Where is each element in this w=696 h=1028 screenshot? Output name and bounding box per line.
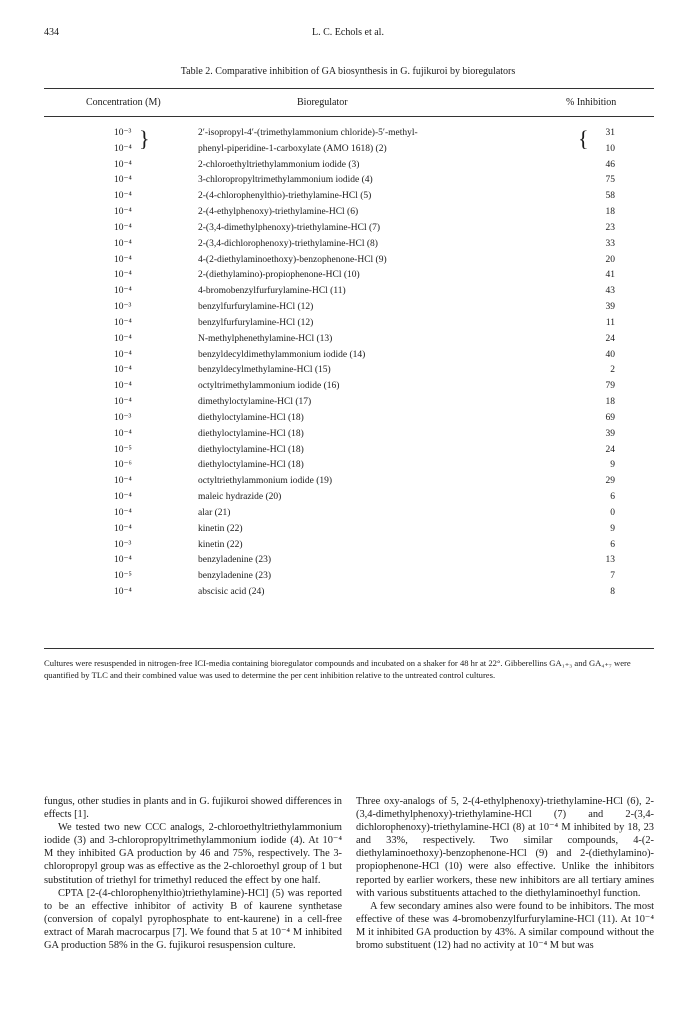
inhibition-cell: 9	[610, 523, 615, 534]
inhibition-cell: 2	[610, 365, 615, 376]
inhibition-cell: 23	[605, 222, 615, 233]
table-row	[44, 126, 654, 142]
table-row	[44, 553, 654, 569]
bioregulator-cell: maleic hydrazide (20)	[198, 492, 282, 503]
concentration-cell: 10⁻⁴	[114, 191, 132, 202]
table-row	[44, 205, 654, 221]
table-row	[44, 363, 654, 379]
concentration-cell: 10⁻⁴	[114, 175, 132, 186]
table-row	[44, 379, 654, 395]
concentration-cell: 10⁻³	[114, 412, 132, 423]
paragraph: CPTA [2-(4-chlorophenylthio)triethylamine)-HCl] (5) was reported to be an effective inhibitor of activity B of kaurene synthetase (conversion of copalyl pyrophosphate to ent-kaurene) in a cell-free extract of Marah macrocarpus [7]. We found that 5 at 10⁻⁴ M inhibited GA production 58% in the G. fujikuroi resuspension culture.	[44, 887, 342, 952]
concentration-cell: 10⁻⁴	[114, 365, 132, 376]
concentration-cell: 10⁻⁴	[114, 587, 132, 598]
inhibition-cell: 46	[605, 159, 615, 170]
bioregulator-cell: 2-(3,4-dichlorophenoxy)-triethylamine-HCl (8)	[198, 238, 378, 249]
bioregulator-cell: 2-(3,4-dimethylphenoxy)-triethylamine-HCl (7)	[198, 222, 381, 233]
concentration-cell: 10⁻⁴	[114, 349, 132, 360]
bioregulator-cell: 2-(4-ethylphenoxy)-triethylamine-HCl (6)	[198, 207, 359, 218]
inhibition-cell: 79	[605, 381, 615, 392]
inhibition-cell: 9	[610, 460, 615, 471]
column-header-bioregulator: Bioregulator	[297, 97, 348, 108]
table-row	[44, 427, 654, 443]
table-caption: Table 2. Comparative inhibition of GA biosynthesis in G. fujikuroi by bioregulators	[180, 66, 516, 77]
table-row	[44, 284, 654, 300]
body-left-column	[44, 795, 342, 952]
column-header-concentration: Concentration (M)	[86, 97, 161, 108]
paragraph: We tested two new CCC analogs, 2-chloroethyltriethylammonium iodide (3) and 3-chloropropyltrimethylammonium iodide (4). At 10⁻⁴ M they inhibited GA production by 46 and 75%, respectively. The 3-chloropropyl group was as effective as the 2-chloroethyl group of 1 but substitution of triethyl for trimethyl reduced the effect by one half.	[44, 822, 342, 886]
bioregulator-cell: benzylfurfurylamine-HCl (12)	[198, 317, 314, 328]
concentration-cell: 10⁻⁴	[114, 476, 132, 487]
bioregulator-cell: benzyladenine (23)	[198, 571, 272, 582]
table-row	[44, 443, 654, 459]
table-row	[44, 411, 654, 427]
table-row	[44, 395, 654, 411]
concentration-cell: 10⁻⁴	[114, 333, 132, 344]
bioregulator-cell: kinetin (22)	[198, 523, 243, 534]
bioregulator-cell: octyltriethylammonium iodide (19)	[198, 476, 333, 487]
table-row	[44, 221, 654, 237]
concentration-cell: 10⁻³	[114, 128, 132, 138]
bioregulator-cell: dimethyloctylamine-HCl (17)	[198, 397, 312, 408]
bioregulator-cell: diethyloctylamine-HCl (18)	[198, 460, 304, 471]
inhibition-cell: 10	[605, 143, 615, 154]
running-head-authors: L. C. Echols et al.	[312, 27, 384, 38]
table-row	[44, 474, 654, 490]
table-row	[44, 569, 654, 585]
concentration-cell: 10⁻⁴	[114, 428, 132, 439]
table-row	[44, 585, 654, 601]
bioregulator-cell: 2-(4-chlorophenylthio)-triethylamine-HCl (5)	[198, 191, 372, 202]
inhibition-cell: 31	[605, 128, 615, 138]
bioregulator-cell: diethyloctylamine-HCl (18)	[198, 412, 304, 423]
table-row	[44, 158, 654, 174]
concentration-cell: 10⁻⁴	[114, 397, 132, 408]
paragraph: fungus, other studies in plants and in G. fujikuroi showed differences in effects [1].	[44, 796, 342, 821]
column-header-inhibition: % Inhibition	[566, 97, 617, 108]
bioregulator-cell: alar (21)	[198, 507, 231, 518]
inhibition-cell: 11	[605, 317, 615, 328]
bioregulator-cell: benzyldecyldimethylammonium iodide (14)	[198, 349, 366, 360]
concentration-cell: 10⁻⁴	[114, 207, 132, 218]
bioregulator-cell: 4-bromobenzylfurfurylamine-HCl (11)	[198, 286, 346, 297]
inhibition-cell: 69	[605, 412, 615, 423]
table-row	[44, 173, 654, 189]
table-row	[44, 268, 654, 284]
table-row	[44, 506, 654, 522]
inhibition-cell: 43	[605, 286, 615, 297]
inhibition-cell: 75	[605, 175, 615, 186]
table-row	[44, 253, 654, 269]
concentration-cell: 10⁻⁵	[114, 444, 132, 455]
inhibition-cell: 58	[605, 191, 615, 202]
group-brace-right: {	[578, 126, 589, 151]
inhibition-cell: 33	[605, 238, 615, 249]
table-footnote: Cultures were resuspended in nitrogen-free ICI-media containing bioregulator compounds and incubated on a shaker for 48 hr at 22°. Gibberellins GA₁₊₃ and GA₄₊₇ were quantified by TLC and their combined value was used to determine the per cent inhibition relative to the untreated control cultures.	[44, 658, 631, 681]
concentration-cell: 10⁻⁴	[114, 492, 132, 503]
inhibition-cell: 7	[610, 571, 615, 582]
table-row	[44, 300, 654, 316]
inhibition-cell: 18	[605, 397, 615, 408]
concentration-cell: 10⁻³	[114, 539, 132, 550]
concentration-cell: 10⁻⁴	[114, 159, 132, 170]
concentration-cell: 10⁻⁴	[114, 222, 132, 233]
inhibition-cell: 39	[605, 428, 615, 439]
paragraph: A few secondary amines also were found to be inhibitors. The most effective of these was 4-bromobenzylfurfurylamine-HCl (11). At 10⁻⁴ M it inhibited GA production by 43%. A similar compound without the bromo substituent (12) had no activity at 10⁻⁴ M but was	[356, 900, 654, 952]
table-row	[44, 458, 654, 474]
concentration-cell: 10⁻⁴	[114, 317, 132, 328]
inhibition-cell: 41	[605, 270, 615, 281]
inhibition-cell: 24	[605, 444, 615, 455]
bioregulator-cell: phenyl-piperidine-1-carboxylate (AMO 1618) (2)	[198, 143, 387, 154]
bioregulator-cell: 2′-isopropyl-4′-(trimethylammonium chloride)-5′-methyl-	[198, 128, 418, 138]
bioregulator-cell: 2-(diethylamino)-propiophenone-HCl (10)	[198, 270, 360, 281]
inhibition-cell: 40	[605, 349, 615, 360]
concentration-cell: 10⁻⁴	[114, 523, 132, 534]
concentration-cell: 10⁻⁵	[114, 571, 132, 582]
table-header-rule	[44, 116, 654, 117]
concentration-cell: 10⁻⁴	[114, 286, 132, 297]
table-row	[44, 538, 654, 554]
concentration-cell: 10⁻⁴	[114, 143, 132, 154]
inhibition-cell: 6	[610, 539, 615, 550]
bioregulator-cell: 3-chloropropyltrimethylammonium iodide (4)	[198, 175, 373, 186]
inhibition-cell: 0	[610, 507, 615, 518]
bioregulator-cell: diethyloctylamine-HCl (18)	[198, 444, 304, 455]
bioregulator-cell: N-methylphenethylamine-HCl (13)	[198, 333, 333, 344]
table-row	[44, 490, 654, 506]
inhibition-cell: 18	[605, 207, 615, 218]
bioregulator-cell: benzyldecylmethylamine-HCl (15)	[198, 365, 331, 376]
concentration-cell: 10⁻⁴	[114, 238, 132, 249]
inhibition-cell: 8	[610, 587, 615, 598]
bioregulator-cell: 2-chloroethyltriethylammonium iodide (3)	[198, 159, 360, 170]
table-row	[44, 237, 654, 253]
group-brace-left: }	[139, 126, 150, 151]
concentration-cell: 10⁻⁴	[114, 270, 132, 281]
inhibition-cell: 24	[605, 333, 615, 344]
table-row	[44, 189, 654, 205]
table-row	[44, 348, 654, 364]
table-rows	[44, 126, 654, 601]
bioregulator-cell: diethyloctylamine-HCl (18)	[198, 428, 304, 439]
bioregulator-cell: 4-(2-diethylaminoethoxy)-benzophenone-HCl (9)	[198, 254, 387, 265]
inhibition-cell: 6	[610, 492, 615, 503]
page-number: 434	[44, 27, 59, 38]
bioregulator-cell: kinetin (22)	[198, 539, 243, 550]
concentration-cell: 10⁻⁴	[114, 254, 132, 265]
inhibition-cell: 13	[605, 555, 615, 566]
bioregulator-cell: abscisic acid (24)	[198, 587, 265, 598]
concentration-cell: 10⁻⁴	[114, 555, 132, 566]
concentration-cell: 10⁻³	[114, 302, 132, 313]
bioregulator-cell: benzyladenine (23)	[198, 555, 272, 566]
bioregulator-cell: benzylfurfurylamine-HCl (12)	[198, 302, 314, 313]
paragraph: Three oxy-analogs of 5, 2-(4-ethylphenoxy)-triethylamine-HCl (6), 2-(3,4-dimethylphenoxy)-triethylamine-HCl (7) and 2-(3,4-dichlorophenoxy)-triethylamine-HCl (8) at 10⁻⁴ M inhibited by 18, 23 and 33%, respectively. Two similar compounds, 4-(2-diethylaminoethoxy)-benzophenone-HCl (9) and 2-(diethylamino)-propiophenone-HCl (10) were also effective. Unlike the inhibitors reported by earlier workers, these new inhibitors are all tertiary amines with various substituents attached to the diethylaminoethyl function.	[356, 796, 654, 899]
table-top-rule	[44, 88, 654, 89]
table-row	[44, 332, 654, 348]
body-right-column	[356, 795, 654, 952]
concentration-cell: 10⁻⁶	[114, 460, 132, 471]
inhibition-cell: 39	[605, 302, 615, 313]
table-row	[44, 522, 654, 538]
table-bottom-rule	[44, 648, 654, 649]
table-row	[44, 142, 654, 158]
concentration-cell: 10⁻⁴	[114, 381, 132, 392]
inhibition-cell: 20	[605, 254, 615, 265]
concentration-cell: 10⁻⁴	[114, 507, 132, 518]
bioregulator-cell: octyltrimethylammonium iodide (16)	[198, 381, 340, 392]
inhibition-cell: 29	[605, 476, 615, 487]
table-row	[44, 316, 654, 332]
